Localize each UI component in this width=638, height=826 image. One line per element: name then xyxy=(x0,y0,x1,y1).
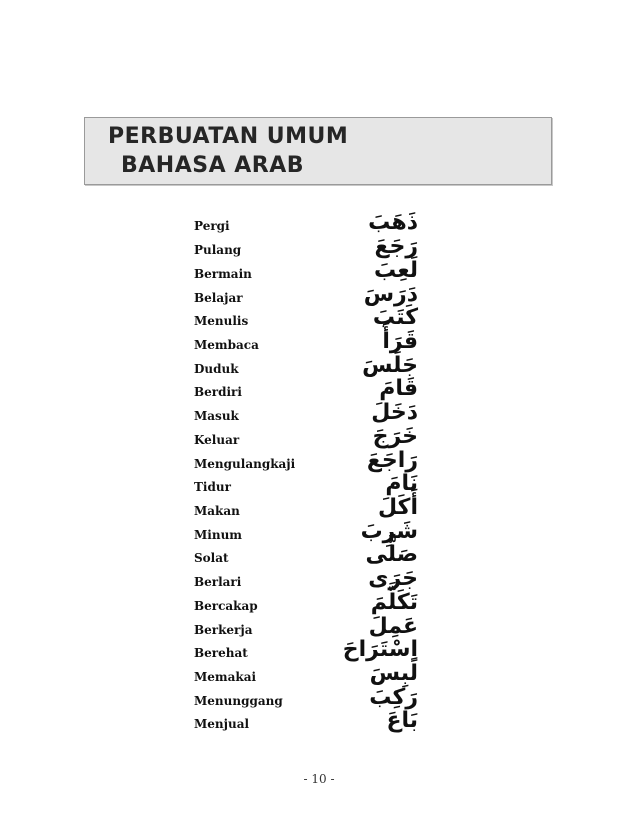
arabic-word: لَبِسَ xyxy=(369,661,418,686)
arabic-word: رَاجَعَ xyxy=(366,448,418,473)
arabic-word: شَرِبَ xyxy=(360,519,418,544)
malay-word: Menjual xyxy=(194,717,250,731)
arabic-word: خَرَجَ xyxy=(372,424,418,449)
arabic-word: تَكَلَّمَ xyxy=(370,590,418,615)
malay-word: Belajar xyxy=(194,291,243,305)
malay-word: Bercakap xyxy=(194,599,258,613)
arabic-word: أَكَلَ xyxy=(378,495,418,520)
vocab-row xyxy=(0,614,638,644)
arabic-word: بَاعَ xyxy=(386,708,418,733)
arabic-word: نَامَ xyxy=(385,471,418,496)
arabic-word: لَعِبَ xyxy=(374,258,418,283)
malay-word: Minum xyxy=(194,528,242,542)
vocab-row xyxy=(0,329,638,359)
page-number: - 10 - xyxy=(303,772,335,786)
malay-word: Keluar xyxy=(194,433,240,447)
malay-word: Duduk xyxy=(194,362,239,376)
malay-word: Membaca xyxy=(194,338,259,352)
vocab-row xyxy=(0,424,638,454)
vocab-row xyxy=(0,566,638,596)
arabic-word: جَرَى xyxy=(368,566,418,591)
malay-word: Memakai xyxy=(194,670,257,684)
vocab-row xyxy=(0,708,638,738)
page-title-line-1: PERBUATAN UMUM xyxy=(108,124,349,149)
arabic-word: صَلَّى xyxy=(365,542,418,567)
vocab-row xyxy=(0,471,638,501)
vocab-row xyxy=(0,210,638,240)
vocab-row xyxy=(0,495,638,525)
arabic-word: جَلَسَ xyxy=(362,353,418,378)
malay-word: Berkerja xyxy=(194,623,253,637)
arabic-word: اِسْتَرَاحَ xyxy=(342,637,418,662)
malay-word: Pulang xyxy=(194,243,242,257)
malay-word: Makan xyxy=(194,504,240,518)
malay-word: Masuk xyxy=(194,409,239,423)
vocab-row xyxy=(0,376,638,406)
arabic-word: كَتَبَ xyxy=(372,305,418,330)
vocab-row xyxy=(0,590,638,620)
vocab-row xyxy=(0,234,638,264)
vocab-row xyxy=(0,258,638,288)
malay-word: Berlari xyxy=(194,575,242,589)
arabic-word: قَرَأَ xyxy=(382,329,418,354)
arabic-word: ذَهَبَ xyxy=(368,210,418,235)
malay-word: Bermain xyxy=(194,267,252,281)
page-title-line-2: BAHASA ARAB xyxy=(121,153,305,178)
malay-word: Berdiri xyxy=(194,385,242,399)
arabic-word: رَجَعَ xyxy=(374,234,418,259)
vocab-row xyxy=(0,637,638,667)
arabic-word: قَامَ xyxy=(379,376,418,401)
malay-word: Mengulangkaji xyxy=(194,457,296,471)
vocab-row xyxy=(0,685,638,715)
malay-word: Pergi xyxy=(194,219,230,233)
arabic-word: دَخَلَ xyxy=(371,400,418,425)
malay-word: Tidur xyxy=(194,480,231,494)
malay-word: Solat xyxy=(194,551,229,565)
vocab-row xyxy=(0,448,638,478)
vocab-row xyxy=(0,400,638,430)
vocab-row xyxy=(0,519,638,549)
arabic-word: دَرَسَ xyxy=(363,282,418,307)
malay-word: Menulis xyxy=(194,314,249,328)
vocab-row xyxy=(0,542,638,572)
vocab-row xyxy=(0,282,638,312)
malay-word: Berehat xyxy=(194,646,248,660)
vocab-row xyxy=(0,305,638,335)
arabic-word: رَكِبَ xyxy=(369,685,418,710)
malay-word: Menunggang xyxy=(194,694,283,708)
vocab-row xyxy=(0,661,638,691)
arabic-word: عَمِلَ xyxy=(368,614,418,639)
vocab-row xyxy=(0,353,638,383)
